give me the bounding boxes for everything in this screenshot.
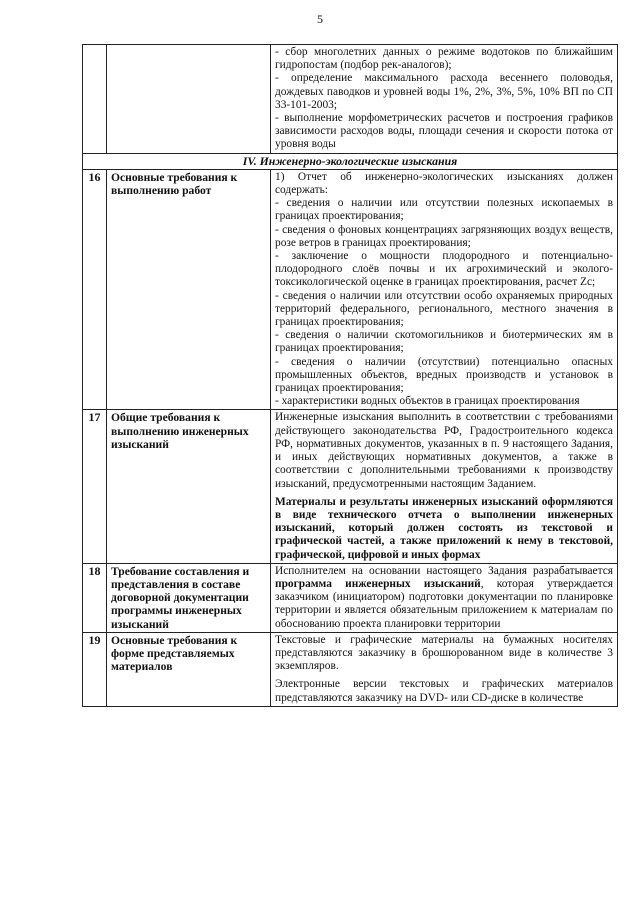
bold-text: Материалы и результаты инженерных изысканий оформляются в виде технического отчета о выполнении инженерных изысканий, который должен состоять из текстовой и графической частей, а также приложений к нему в текстовой, графической, цифровой и иных формах: [275, 495, 613, 561]
table-row: [83, 169, 618, 410]
requirement-name: Общие требования к выполнению инженерных изысканий: [107, 410, 271, 563]
bold-text: программа инженерных изысканий: [275, 577, 481, 590]
requirement-name-cell: [107, 45, 271, 154]
list-item: - определение максимального расхода весеннего половодья, дождевых паводков и уровней воды 1%, 2%, 3%, 5%, 10% ВП по СП 33-101-2003;: [275, 72, 613, 111]
requirement-name: Основные требования к форме представляемых материалов: [107, 632, 271, 706]
list-item: - выполнение морфометрических расчетов и построения графиков зависимости расходов воды, площади сечения и скорости потока от уровня воды: [275, 112, 613, 151]
list-item: - характеристики водных объектов в границах проектирования: [275, 395, 580, 408]
list-item: - сведения о наличии или отсутствии особо охраняемых природных территорий федерального, регионального, местного значения в границах проектирования;: [275, 289, 613, 329]
paragraph: Текстовые и графические материалы на бумажных носителях представляются заказчику в брошюрованном виде в количестве 3 экземпляров.: [275, 633, 613, 673]
list-item: 1) Отчет об инженерно-экологических изысканиях должен содержать:: [275, 170, 613, 197]
table-row: [83, 45, 618, 154]
requirement-name: Требование составления и представления в составе договорной документации программы инженерных изысканий: [107, 563, 271, 632]
table-row: [83, 563, 618, 632]
page-number: 5: [317, 12, 323, 26]
table-row: [83, 632, 618, 706]
row-number: 18: [83, 563, 107, 632]
row-number: 17: [83, 410, 107, 563]
paragraph: [275, 565, 613, 631]
table-row: [83, 410, 618, 563]
requirement-text-cell: [271, 563, 618, 632]
row-number-cell: [83, 45, 107, 154]
requirement-text-cell: [271, 410, 618, 563]
section-header-row: [83, 153, 618, 169]
row-number: 16: [83, 169, 107, 410]
bold-paragraph: [275, 496, 613, 562]
list-item: - сбор многолетних данных о режиме водотоков по ближайшим гидропостам (подбор рек-аналогов);: [275, 46, 613, 72]
text-before: Исполнителем на основании настоящего Задания разрабатывается: [275, 564, 613, 577]
requirement-text-cell: [271, 169, 618, 410]
list-item: - заключение о мощности плодородного и потенциально-плодородного слоёв почвы и их агрохимический и эколого-токсикологической оценке в границах проектирования, расчет Zc;: [275, 250, 613, 289]
list-item: - сведения о фоновых концентрациях загрязняющих воздух веществ, розе ветров в границах проектирования;: [275, 223, 613, 249]
row-number: 19: [83, 632, 107, 706]
list-item: - сведения о наличии скотомогильников и биотермических ям в границах проектирования;: [275, 329, 613, 355]
paragraph: Инженерные изыскания выполнить в соответствии с требованиями действующего законодательства РФ, Градостроительного кодекса РФ, нормативных документов, указанных в п. 9 настоящего Задания, и иных действующих нормативных документов, а также в соответствии с дополнительными требованиями к производству изысканий, предусмотренными настоящим Заданием.: [275, 411, 613, 490]
text-after: , которая утверждается заказчиком (инициатором) подготовки документации по планировке территории и является обязательным приложением к материалам по обоснованию проекта планировки территории: [275, 577, 613, 630]
requirements-table: [82, 44, 618, 707]
list-item: - сведения о наличии или отсутствии полезных ископаемых в границах проектирования;: [275, 197, 613, 223]
section-title: IV. Инженерно-экологические изыскания: [83, 153, 618, 169]
requirement-text-cell: [271, 632, 618, 706]
requirement-text-cell: [271, 45, 618, 154]
list-item: - сведения о наличии (отсутствии) потенциально опасных промышленных объектов, вредных производств и установок в границах проектирования;: [275, 355, 613, 395]
requirement-name: Основные требования к выполнению работ: [107, 169, 271, 410]
paragraph: Электронные версии текстовых и графических материалов представляются заказчику на DVD- или CD-диске в количестве: [275, 678, 613, 704]
